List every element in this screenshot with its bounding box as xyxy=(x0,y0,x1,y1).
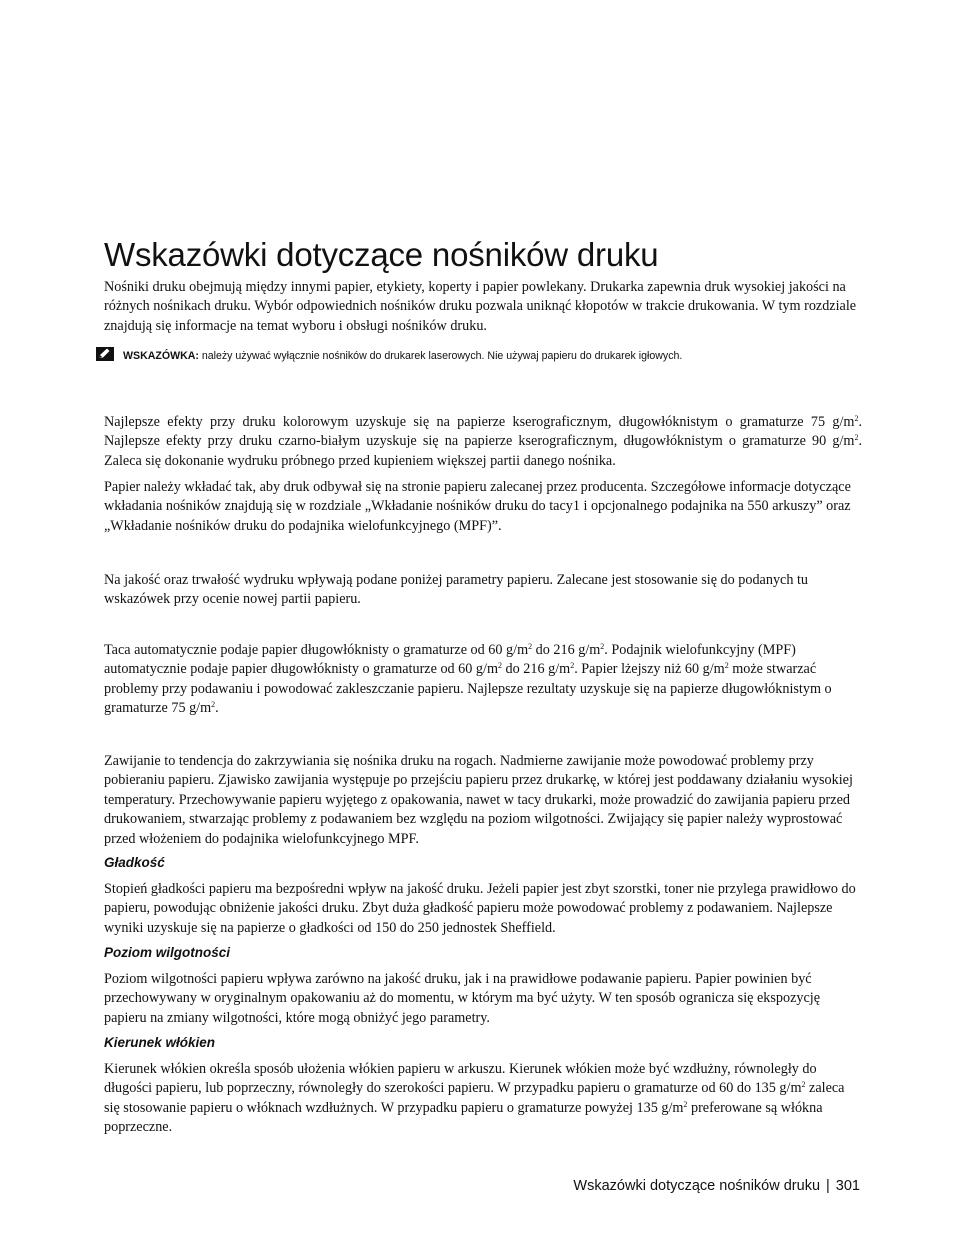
page-title: Wskazówki dotyczące nośników druku xyxy=(104,236,659,273)
page-footer xyxy=(573,1178,860,1194)
smoothness-paragraph: Stopień gładkości papieru ma bezpośredni wpływ na jakość druku. Jeżeli papier jest zbyt szorstki, toner nie przylega prawidłowo do papieru, powodując obniżenie jakości druku. Zbyt duża gładkość papieru może powodować problemy z podawaniem. Najlepsze wyniki uzyskuje się na papierze o gładkości od 150 do 250 jednostek Sheffield. xyxy=(104,881,856,936)
footer-separator: | xyxy=(826,1178,830,1194)
grain-paragraph: Kierunek włókien określa sposób ułożenia włókien papieru w arkuszu. Kierunek włókien może być wzdłużny, równoległy do długości papieru, lub poprzeczny, równoległy do szerokości papieru. W przypadku papieru o gramaturze od 60 do 135 $g/m^2$ zaleca się stosowanie papieru o włóknach wzdłużnych. W przypadku papieru o gramaturze powyżej 135 $g/m^2$ preferowane są włókna poprzeczne. xyxy=(104,1061,845,1136)
page-number: 301 xyxy=(835,1178,860,1194)
note-label: WSKAZÓWKA: xyxy=(123,350,199,362)
curl-paragraph: Zawijanie to tendencja do zakrzywiania się nośnika druku na rogach. Nadmierne zawijanie może powodować problemy przy pobieraniu papieru. Zjawisko zawijania występuje po przejściu papieru przez drukarkę, w której jest poddawany działaniu wysokiej temperatury. Przechowywanie papieru wyjętego z opakowania, nawet w tacy drukarki, może prowadzić do zawijania papieru przed drukowaniem, stwarzając problemy z podawaniem bez względu na poziom wilgotności. Zwijający się papier należy wyprostować przed włożeniem do podajnika wielofunkcyjnego MPF. xyxy=(104,753,853,847)
grain-heading: Kierunek włókien xyxy=(104,1035,216,1050)
moisture-paragraph: Poziom wilgotności papieru wpływa zarówno na jakość druku, jak i na prawidłowe podawanie papieru. Papier powinien być przechowywany w oryginalnym opakowaniu aż do momentu, w którym ma być użyty. W ten sposób ogranicza się ekspozycję papieru na zmiany wilgotności, które mogą obniżyć jego parametry. xyxy=(104,971,821,1026)
characteristics-paragraph: Na jakość oraz trwałość wydruku wpływają podane poniżej parametry papieru. Zalecane jest stosowanie się do podanych tu wskazówek przy ocenie nowej partii papieru. xyxy=(104,572,809,608)
note-text: należy używać wyłącznie nośników do drukarek laserowych. Nie używaj papieru do drukarek igłowych. xyxy=(198,350,683,362)
note-pencil-icon xyxy=(96,347,114,361)
paper-paragraph-1: Najlepsze efekty przy druku kolorowym uzyskuje się na papierze kserograficznym, długowłóknistym o gramaturze 75 $g/m^2$. Najlepsze efekty przy druku czarno-białym uzyskuje się na papierze kserograficznym, długowłóknistym o gramaturze 90 $g/m^2$. Zaleca się dokonanie wydruku próbnego przed kupieniem większej partii danego nośnika. xyxy=(104,414,862,469)
footer-section-title: Wskazówki dotyczące nośników druku xyxy=(573,1178,821,1194)
smoothness-heading: Gładkość xyxy=(104,855,165,870)
intro-paragraph: Nośniki druku obejmują między innymi papier, etykiety, koperty i papier powlekany. Drukarka zapewnia druk wysokiej jakości na różnych nośnikach druku. Wybór odpowiednich nośników druku pozwala uniknąć kłopotów w trakcie drukowania. W tym rozdziale znajdują się informacje na temat wyboru i obsługi nośników druku. xyxy=(104,279,857,334)
moisture-heading: Poziom wilgotności xyxy=(104,945,231,960)
note-box xyxy=(96,347,866,364)
paper-paragraph-2: Papier należy wkładać tak, aby druk odbywał się na stronie papieru zalecanej przez producenta. Szczegółowe informacje dotyczące wkładania nośników znajdują się w rozdziale „Wkładanie nośników druku do tacy1 i opcjonalnego podajnika na 550 arkuszy” oraz „Wkładanie nośników druku do podajnika wielofunkcyjnego (MPF)”. xyxy=(104,479,851,534)
weight-paragraph: Taca automatycznie podaje papier długowłóknisty o gramaturze od 60 $g/m^2$ do 216 $g/m^2$. Podajnik wielofunkcyjny (MPF) automatycznie podaje papier długowłóknisty o gramaturze od 60 $g/m^2$ do 216 $g/m^2$. Papier lżejszy niż 60 $g/m^2$ może stwarzać problemy przy podawaniu i powodować zakleszczanie papieru. Najlepsze rezultaty uzyskuje się na papierze długowłóknistym o gramaturze 75 $g/m^2$. xyxy=(104,642,832,717)
